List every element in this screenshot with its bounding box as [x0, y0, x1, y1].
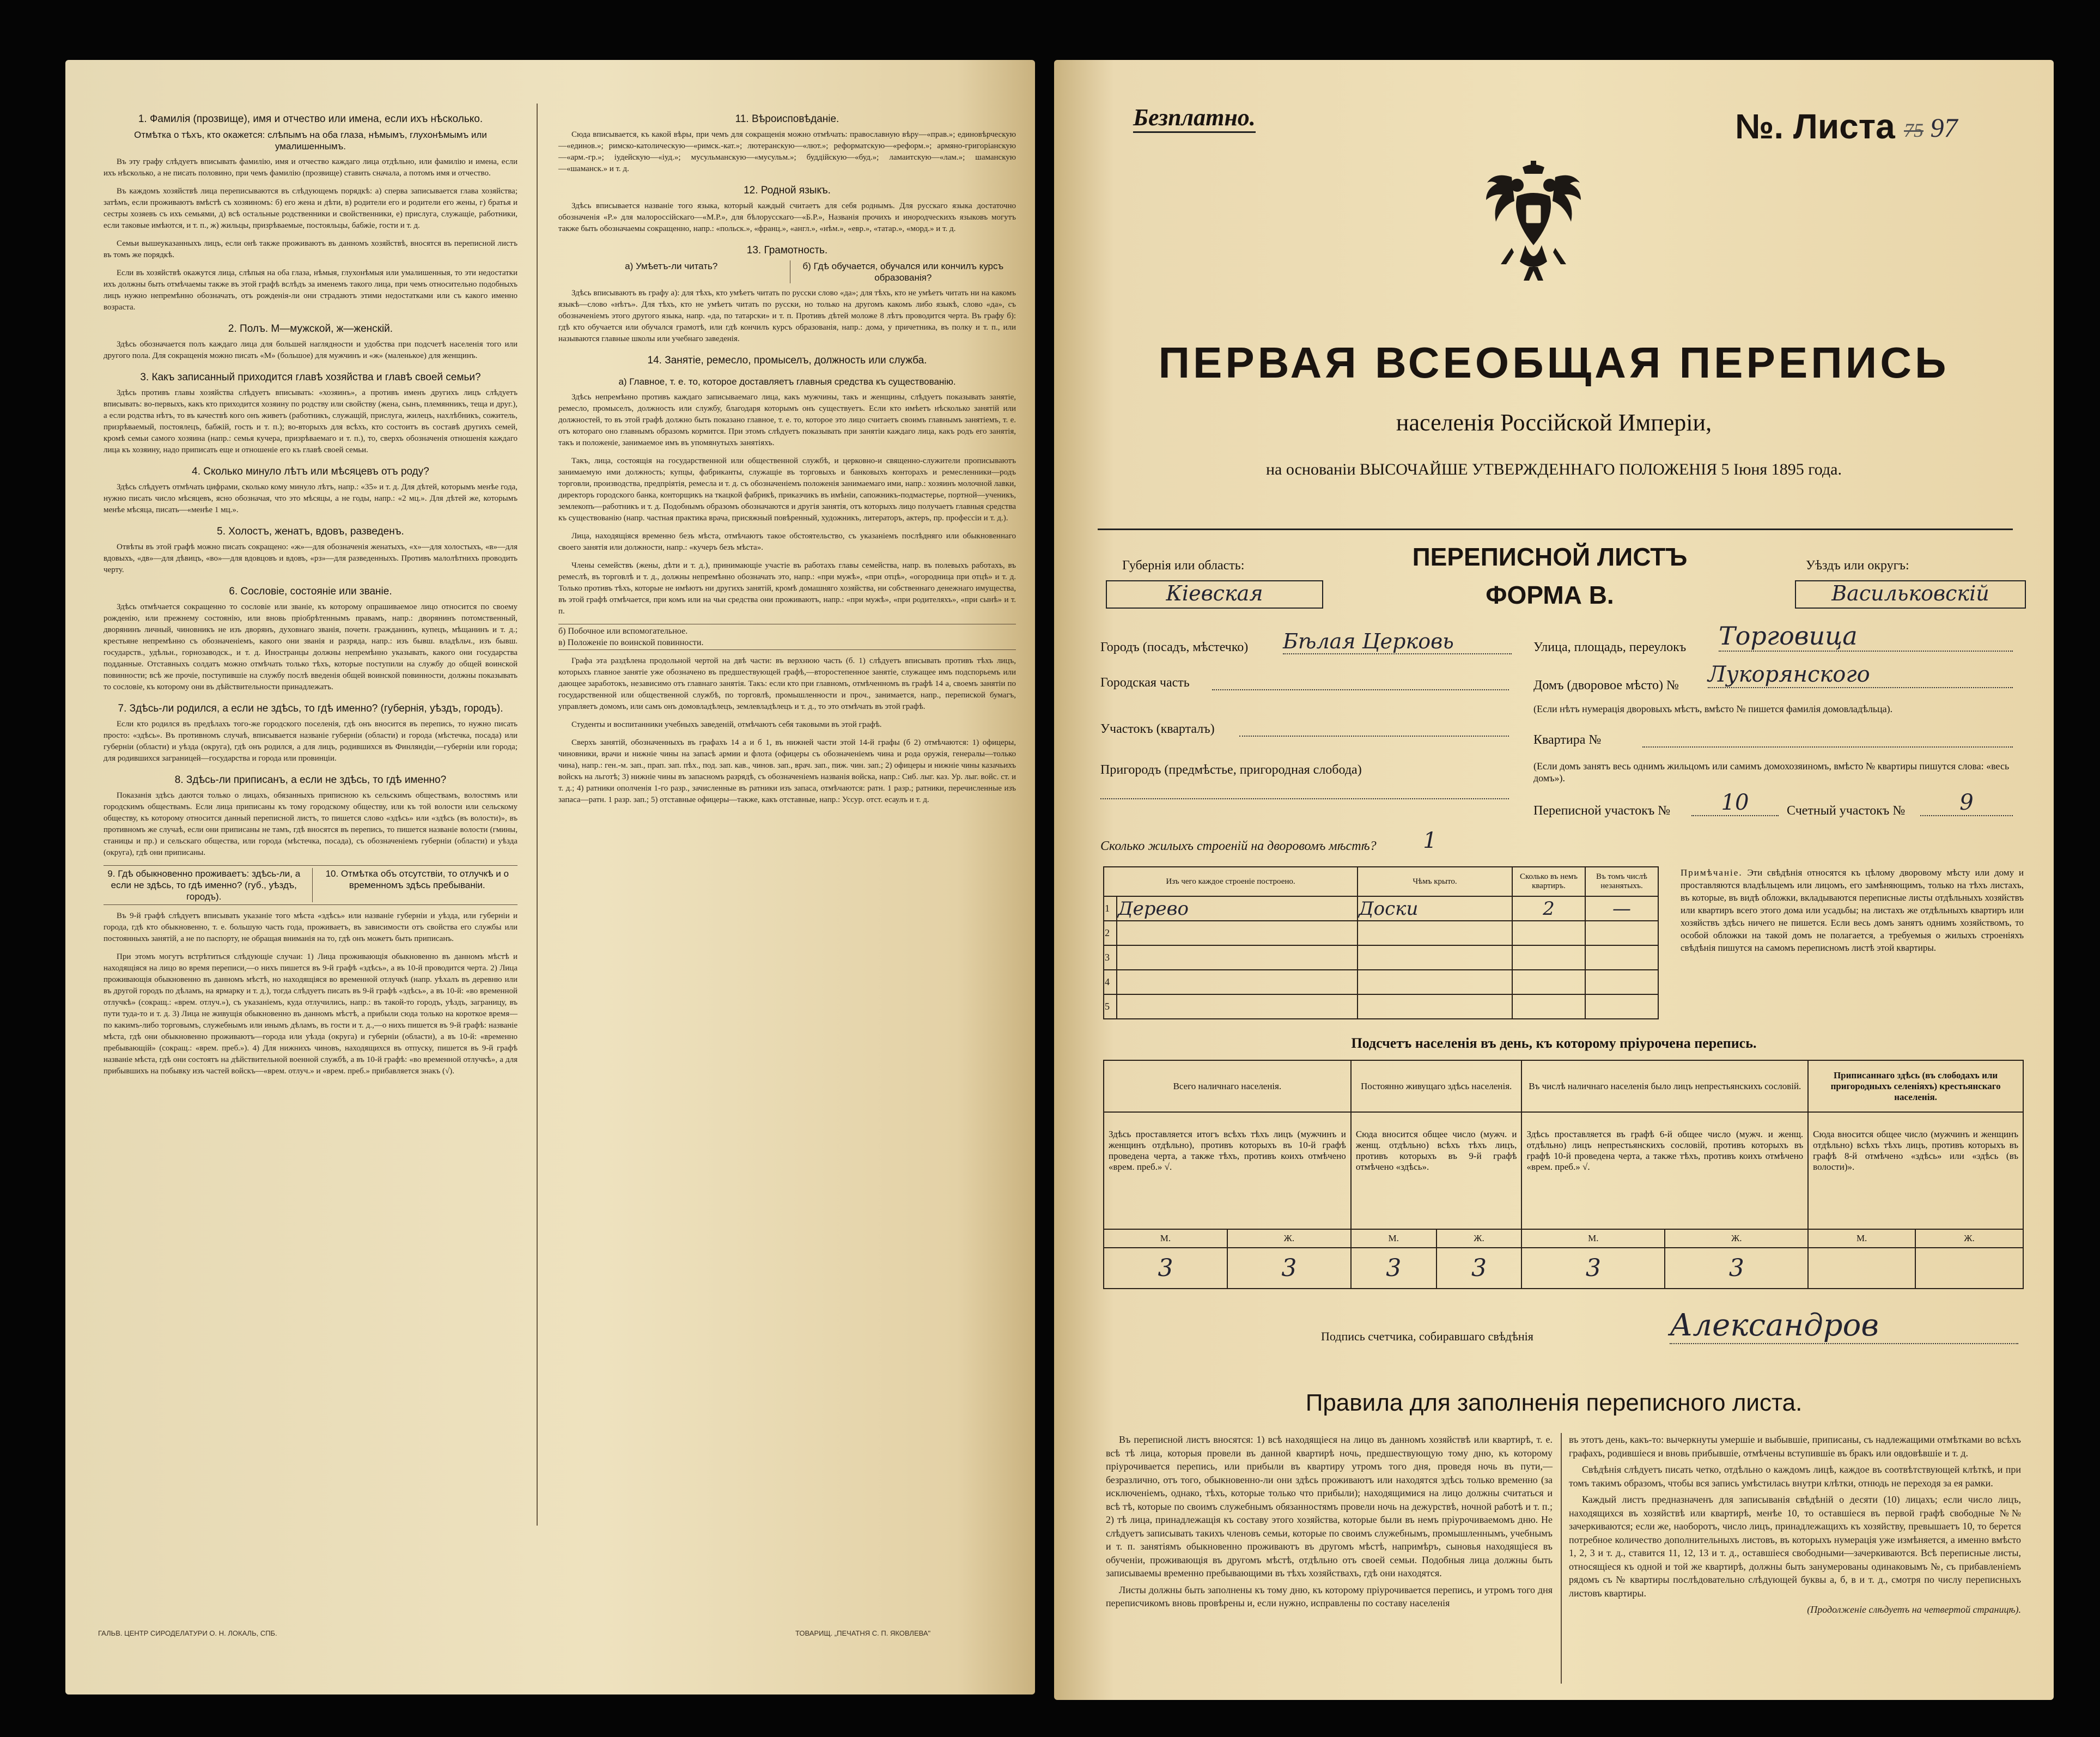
census-area-label: Переписной участокъ №: [1533, 804, 1671, 818]
section-heading: 1. Фамилія (прозвище), имя и отчество или имена, если ихъ нѣсколько.: [138, 113, 483, 125]
count-desc: Здѣсь проставляется итогъ всѣхъ тѣхъ лицъ (мужчинъ и женщинъ отдѣльно), противъ которыхъ въ 10-й графѣ проведена черта, а также тѣхъ, противъ коихъ отмѣчено «врем. преб.» √.: [1104, 1112, 1351, 1229]
count-value-cell[interactable]: 3: [1521, 1248, 1665, 1289]
section-subheading: б) Побочное или вспомогательное.: [558, 627, 688, 636]
section-subheading: а) Главное, т. е. то, которое доставляетъ главныя средства къ существованію.: [618, 376, 956, 387]
section-14b-header: [558, 624, 1016, 650]
count-title: Подсчетъ населенія въ день, къ которому пріурочена перепись.: [1351, 1035, 1757, 1051]
count-area-label: Счетный участокъ №: [1787, 804, 1906, 818]
sheet-number-value: [1904, 112, 1958, 143]
buildings-table: [1103, 866, 1659, 1019]
uezd-field[interactable]: Васильковскій: [1795, 580, 2026, 609]
literacy-subheadings: [558, 260, 1016, 283]
flats-cell[interactable]: 2: [1512, 896, 1585, 921]
row-number: 2: [1104, 921, 1117, 945]
section-note: Отмѣтка о тѣхъ, кто окажется: слѣпымъ на оба глаза, нѣмымъ, глухонѣмымъ или умалишеннымъ.: [134, 130, 487, 151]
paragraph: Въ 9-й графѣ слѣдуетъ вписывать указаніе того мѣста «здѣсь» или названіе губерніи и уѣзда, или губерніи и города, гдѣ кто обыкновенно, т. е. большую часть года, проживаетъ, въ зависимости отъ свойства его службы или постоянныхъ занятій, а не по паспорту, не обращая вниманія на то, гдѣ онъ можетъ быть приписанъ.: [104, 912, 518, 943]
rules-column-1: [1106, 1433, 1553, 1613]
main-title: ПЕРВАЯ ВСЕОБЩАЯ ПЕРЕПИСЬ: [1158, 338, 1950, 387]
material-cell[interactable]: [1117, 970, 1358, 994]
paragraph: Если въ хозяйствѣ окажутся лица, слѣпыя на оба глаза, нѣмыя, глухонѣмыя или умалишенныя, то эти недостатки ихъ должны быть отмѣчаемы также въ этой графѣ вслѣдъ за именемъ такого лица, при чемъ относительно подобныхъ лицъ нужно непремѣнно обозначать, отъ рожденія-ли они страдаютъ этими недостатками или съ какого именно возраста.: [104, 269, 518, 312]
table-row: [1104, 896, 1658, 921]
buildings-col-material: Изъ чего каждое строеніе построено.: [1104, 867, 1358, 896]
vacant-cell[interactable]: [1585, 921, 1658, 945]
paragraph: въ этотъ день, какъ-то: вычеркнуты умершіе и выбывшіе, приписаны, съ надлежащими отмѣтками во всѣхъ графахъ, родившіеся и вновь прибывшіе, отмѣчены вступившіе въ бракъ или овдовѣвшіе и т. д.: [1569, 1434, 2021, 1459]
vacant-cell[interactable]: [1585, 994, 1658, 1019]
signature-label: Подпись счетчика, собиравшаго свѣдѣнія: [1321, 1329, 1533, 1343]
paragraph: Семьи вышеуказанныхъ лицъ, если онѣ также проживаютъ въ данномъ хозяйствѣ, вносятся въ переписной листъ въ томъ же порядкѣ.: [104, 239, 518, 259]
row-number: 1: [1104, 896, 1117, 921]
city-field[interactable]: Бѣлая Церковь: [1283, 629, 1512, 654]
female-header: Ж.: [1915, 1229, 2023, 1248]
male-header: М.: [1808, 1229, 1915, 1248]
count-col-present: Всего наличнаго населенія.: [1104, 1060, 1351, 1112]
section-subheading: б) Гдѣ обучается, обучался или кончилъ курсъ образованія?: [790, 260, 1016, 283]
uezd-label: Уѣздъ или округъ:: [1806, 558, 1909, 573]
note-label: Примѣчаніе.: [1681, 867, 1743, 878]
paragraph: Каждый листъ предназначенъ для записыванія свѣдѣній о десяти (10) лицахъ; если число лицъ, находящихся въ хозяйствѣ или квартирѣ, менѣе 10, то оставшіеся въ первой графѣ свободные №№ зачеркиваются; если же, наоборотъ, число лицъ, принадлежащихъ къ хозяйству, превышаетъ 10, то берется потребное количество дополнительныхъ листовъ, въ которыхъ нумерація уже измѣняется, а именно вмѣсто 1, 2, 3 и т. д., ставится 11, 12, 13 и т. д., оставшіеся свободными—зачеркиваются. Всѣ переписные листы, относящіеся къ одной и той же квартирѣ, должны быть занумерованы одинаковымъ №, съ прибавленіемъ рядомъ съ № квартиры послѣдовательно слѣдующей буквы а, б, в и т. д., смотря по числу переписныхъ листовъ квартиры.: [1569, 1494, 2021, 1599]
section-heading: 4. Сколько минуло лѣтъ или мѣсяцевъ отъ роду?: [192, 466, 429, 477]
buildings-col-roof: Чѣмъ крыто.: [1358, 867, 1512, 896]
row-number: 3: [1104, 945, 1117, 970]
table-row: [1104, 921, 1658, 945]
female-header: Ж.: [1436, 1229, 1522, 1248]
buildings-col-flats: Сколько въ немъ квартиръ.: [1512, 867, 1585, 896]
male-header: М.: [1521, 1229, 1665, 1248]
paragraph: Свѣдѣнія слѣдуетъ писать четко, отдѣльно о каждомъ лицѣ, каждое въ соотвѣтствующей клѣткѣ, и при томъ такимъ образомъ, чтобы вся запись умѣстилась внутри клѣтки, отнюдь не переходя за ея рамки.: [1569, 1464, 2021, 1489]
city-part-label: Городская часть: [1100, 676, 1190, 690]
rules-divider: [1561, 1433, 1562, 1684]
subtitle: населенія Россійской Имперіи,: [1396, 409, 1712, 436]
male-header: М.: [1351, 1229, 1436, 1248]
instructions-column-2: [558, 104, 1016, 1498]
count-value-cell[interactable]: 3: [1104, 1248, 1227, 1289]
form-title: ПЕРЕПИСНОЙ ЛИСТЪ: [1412, 543, 1688, 571]
printer-imprint-right: ТОВАРИЩ. „ПЕЧАТНЯ С. П. ЯКОВЛЕВА": [795, 1629, 931, 1637]
apt-note: (Если домъ занятъ весь однимъ жильцомъ или самимъ домохозяиномъ, вмѣсто № квартиры пишутся слова: «весь домъ»).: [1533, 761, 2010, 784]
count-col-permanent: Постоянно живущаго здѣсь населенія.: [1351, 1060, 1522, 1112]
right-page: [1054, 60, 2054, 1700]
row-number: 4: [1104, 970, 1117, 994]
vacant-cell[interactable]: [1585, 945, 1658, 970]
roof-cell[interactable]: [1358, 970, 1512, 994]
continued-note: (Продолженіе слѣдуетъ на четвертой страницѣ).: [1807, 1604, 2021, 1615]
section-heading: 7. Здѣсь-ли родился, а если не здѣсь, то гдѣ именно? (губернія, уѣздъ, городъ).: [118, 703, 503, 714]
census-area-field[interactable]: 10: [1691, 790, 1779, 816]
sheet-number-struck: 75: [1904, 119, 1924, 141]
house-field[interactable]: Лукорянского: [1708, 662, 2013, 688]
vacant-cell[interactable]: —: [1585, 896, 1658, 921]
section-heading: 8. Здѣсь-ли приписанъ, а если не здѣсь, то гдѣ именно?: [174, 774, 447, 786]
flats-cell[interactable]: [1512, 921, 1585, 945]
buildings-label: Сколько жилыхъ строеній на дворовомъ мѣстѣ?: [1100, 839, 1377, 853]
street-field[interactable]: Торговица: [1719, 621, 2013, 652]
sheet-number-label: №. Листа: [1735, 107, 1895, 146]
buildings-col-vacant: Въ томъ числѣ незанятыхъ.: [1585, 867, 1658, 896]
material-cell[interactable]: [1117, 994, 1358, 1019]
paragraph: Отвѣты въ этой графѣ можно писать сокращено: «ж»—для обозначенія женатыхъ, «х»—для холостыхъ, «в»—для вдовыхъ, «дв»—для дѣвицъ, «во»—для вдовцовъ и вдовъ, «рз»—для разведенныхъ. Противъ малолѣтнихъ проводить черту.: [104, 543, 518, 574]
section-heading: 6. Сословіе, состояніе или званіе.: [229, 586, 392, 597]
uchastok-label: Участокъ (кварталъ): [1100, 722, 1215, 736]
house-label: Домъ (дворовое мѣсто) №: [1533, 678, 1679, 693]
roof-cell[interactable]: [1358, 994, 1512, 1019]
count-desc: Сюда вносится общее число (мужч. и женщ. отдѣльно) всѣхъ тѣхъ лицъ, противъ которыхъ въ 9-й графѣ отмѣчено «здѣсь».: [1351, 1112, 1522, 1229]
female-header: Ж.: [1665, 1229, 1808, 1248]
paragraph: Здѣсь противъ главы хозяйства слѣдуетъ вписывать: «хозяинъ», а противъ именъ другихъ лицъ слѣдуетъ вписывать: во-первыхъ, какъ кто приходится хозяину по родству или свойству (жена, сынъ, племянникъ, теща и друг.), а если родства нѣтъ, то въ качествѣ кого онъ живетъ (работникъ, служащій, прислуга, жилецъ, нахлѣбникъ, сожитель, призрѣваемый, постоялецъ, бабжій, гость и т. п.); во-вторыхъ для всѣхъ, кто состоитъ въ составѣ другихъ семей, кромѣ семьи самого хозяина (напр.: семья кучера, призрѣваемаго и т. п.), то, сверхъ обозначенія отношенія каждаго лица къ хозяину, надо приписать еще и отношеніе его къ главѣ своей семьи.: [104, 388, 518, 454]
paragraph: Листы должны быть заполнены къ тому дню, къ которому пріурочивается перепись, и утромъ того дня переписчикомъ вновь провѣрены и, если нужно, исправлены по составу населенія: [1106, 1584, 1553, 1608]
rules-title: Правила для заполненія переписного листа.: [1305, 1389, 1803, 1416]
paragraph: Показанія здѣсь даются только о лицахъ, обязанныхъ приписною къ сельскимъ обществамъ, волостямъ или городскимъ обществамъ. Если лица приписаны къ тому городскому обществу, или къ той волости или сельскому обществу, къ которому относится данный переписной листъ, то пишется слово «здѣсь» или «здѣсь (въ волости)», въ противномъ же случаѣ, если они приписаны не тамъ, гдѣ вносятся въ перепись, то пишется названіе волости (гмины, станицы и пр.) и сельскаго общества, или города (мѣстечка, посада), съ обозначеніемъ губерніи (области) и уѣзда (округа), гдѣ они приписаны.: [104, 791, 518, 857]
row-number: 5: [1104, 994, 1117, 1019]
apt-field[interactable]: [1642, 746, 2013, 748]
section-heading: 10. Отмѣтка объ отсутствіи, то отлучкѣ и о временномъ здѣсь пребываніи.: [312, 868, 518, 902]
count-table-values-row: [1104, 1248, 2023, 1289]
paragraph: Графа эта раздѣлена продольной чертой на двѣ части: въ верхнюю часть (б. 1) слѣдуетъ вписывать противъ тѣхъ лицъ, которыхъ главное занятіе уже обозначено въ предшествующей графѣ,—второстепенное занятіе, служащее имъ подспорьемъ или дающее заработокъ, независимо отъ главнаго занятія. Такъ: если кто при главномъ, отмѣченномъ въ графѣ 14 а, своемъ занятіи по государственной или общественной службѣ, по торговлѣ, промышленности и проч., занимается, напр., перепиской бумагъ, управляетъ домомъ, или самъ онъ домовладѣлецъ, землевладѣлецъ и т. д., то это отмѣчать въ этой графѣ.: [558, 657, 1016, 711]
paragraph: Здѣсь слѣдуетъ отмѣчать цифрами, сколько кому минуло лѣтъ, напр.: «35» и т. д. Для дѣтей, которымъ менѣе года, нужно писать число мѣсяцевъ, ясно обозначая, что это мѣсяцы, а не годы, напр.: «2 мц.». Для дѣтей же, которымъ менѣе мѣсяца, писать—«менѣе 1 мц.».: [104, 483, 518, 514]
paragraph: Въ эту графу слѣдуетъ вписывать фамилію, имя и отчество каждаго лица отдѣльно, или фамилію и имена, если ихъ нѣсколько, а не писать половино, при чемъ фамилію (прозвище) ставить сначала, а потомъ имя и отчество.: [104, 157, 518, 178]
table-row: [1104, 945, 1658, 970]
count-area-field[interactable]: 9: [1920, 790, 2013, 816]
prigorod-field[interactable]: [1100, 798, 1509, 799]
note-text: Эти свѣдѣнія относятся къ цѣлому дворовому мѣсту или дому и проставляются владѣльцемъ или лицомъ, его замѣняющимъ, только на тѣхъ листахъ, въ которые, въ видѣ обложки, вкладываются переписные листы отдѣльныхъ хозяйствъ или квартиръ всего этого дома или усадьбы; на листахъ же отдѣльныхъ квартиръ или хозяйствъ здѣсь ничего не пишется. Если весь домъ занятъ однимъ хозяйствомъ, то особой обложки на такой домъ не полагается, а требуемыя о жилыхъ строеніяхъ свѣдѣнія пишутся на самомъ переписномъ листѣ этой квартиры.: [1681, 867, 2024, 953]
instructions-column-1: [104, 104, 518, 1487]
paragraph: Здѣсь вписывается названіе того языка, который каждый считаетъ для себя роднымъ. Для русскаго языка достаточно обозначенія «Р.» для малороссійскаго—«М.Р.», для бѣлорусскаго—«Б.Р.», Названія прочихъ и инородческихъ языковъ могутъ также быть обозначаемы сокращенно, напр.: «польск.», «франц.», «англ.», «нѣм.», «евр.», «татар.», «морд.» и т. д.: [558, 202, 1016, 233]
paragraph: Члены семействъ (жены, дѣти и т. д.), принимающіе участіе въ работахъ главы семейства, напр. въ полевыхъ работахъ, въ ремеслѣ, въ торговлѣ и т. д., должны непремѣнно обозначать это, напр.: «при мужѣ», «при отцѣ», «огородница при отцѣ» и т. д. Только противъ тѣхъ, которые не имѣютъ ни другихъ занятій, кромѣ домашняго хозяйства, ни собственнаго денежнаго имущества, въ этой графѣ отмѣчается, при комъ или на чьи средства они проживаютъ, напр.: «при мужѣ», «при родителяхъ», «при сынѣ» и т. п.: [558, 561, 1016, 616]
section-heading: 9. Гдѣ обыкновенно проживаетъ: здѣсь-ли, а если не здѣсь, то гдѣ именно? (губ., уѣздъ, городъ).: [107, 868, 301, 902]
flats-cell[interactable]: [1512, 970, 1585, 994]
material-cell[interactable]: Дерево: [1117, 896, 1358, 921]
paragraph: Такъ, лица, состоящія на государственной или общественной службѣ, и церковно-и священно-служители прописываютъ занимаемую ими должность; купцы, фабриканты, служащіе въ торговыхъ и банковыхъ конторахъ и ремесленники—родъ торговли, производства, предпріятія, ремесла и т. д. съ обозначеніемъ положенія занимаемаго ими, напр.: хозяинъ молочной лавки, директоръ городского банка, конторщикъ на ткацкой фабрикѣ, приказчикъ въ имѣніи, сапожникъ-подмастерье, портной—ученикъ, землекопъ—работникъ и т. д. Подобнымъ образомъ обозначаются и другія занятія, отъ которыхъ лицо получаетъ главныя средства къ существованію (напр. частная практика врача, присяжный повѣренный, художникъ, литераторъ, актеръ, пр. профессіи и т. д.).: [558, 457, 1016, 523]
table-row: [1104, 970, 1658, 994]
population-count-table: [1103, 1060, 2024, 1289]
decree-basis: на основаніи ВЫСОЧАЙШЕ УТВЕРЖДЕННАГО ПОЛОЖЕНІЯ 5 Іюня 1895 года.: [1266, 460, 1842, 478]
count-col-nonpeasant: Въ числѣ наличнаго населенія было лицъ непрестьянскихъ сословій.: [1521, 1060, 1808, 1112]
roof-cell[interactable]: [1358, 945, 1512, 970]
paragraph: Сюда вписывается, къ какой вѣры, при чемъ для сокращенія можно отмѣчать: православную вѣру—«прав.»; единовѣрческую—«единов.»; римско-католическую—«римск.-кат.»; лютеранскую—«лют.»; реформатскую—«реформ.»; армяно-григоріанскую—«арм.-гр.»; іудейскую—«іуд.»; мусульманскую—«мусульм.»; буддійскую—«буд.»; ламаитскую—«лам.»; шаманскую—«шаманск.» и т. д.: [558, 130, 1016, 173]
count-value-cell[interactable]: 3: [1227, 1248, 1351, 1289]
form-name: ФОРМА В.: [1486, 581, 1614, 609]
count-value-cell[interactable]: 3: [1665, 1248, 1808, 1289]
buildings-table-header: [1104, 867, 1658, 896]
flats-cell[interactable]: [1512, 945, 1585, 970]
roof-cell[interactable]: Доски: [1358, 896, 1512, 921]
count-table-descriptions: [1104, 1112, 2023, 1229]
paragraph: При этомъ могутъ встрѣтиться слѣдующіе случаи: 1) Лица проживающія обыкновенно въ данномъ мѣстѣ и находящіяся на лицо во время переписи,—о нихъ пишется въ 9-й графѣ «здѣсь», а въ 10-й проводится черта. 2) Лица проживающія обыкновенно въ данномъ мѣстѣ, но находящіяся во временной отлучкѣ (напр. уѣхалъ въ деревню или въ другой городъ по дѣламъ, на ярмарку и т. д.), тогда слѣдуетъ писать въ 9-й графѣ «здѣсь», а въ 10-й: «во временной отлучкѣ» (сокращ.: «врем. отлуч.»), съ указаніемъ, куда отлучились, напр.: въ такой-то городъ, уѣздъ, заграницу, въ пути туда-то и т. д. 3) Лица не живущія обыкновенно въ данномъ мѣстѣ, а прибыли сюда только на короткое время—по какимъ-либо торговымъ, служебнымъ или инымъ дѣламъ, въ гости и т. д.,—о нихъ пишется въ 9-й графѣ: названіе мѣста, гдѣ они обыкновенно проживаютъ—города или уѣзда (округа) и губерніи (области), а въ 10-й: «временно пребывающій» (сокращ.: «врем. преб.»). 4) Для нижнихъ чиновъ, находящихся въ отпуску, пишется въ 9-й графѣ названіе мѣста, гдѣ они состоятъ на дѣйствительной военной службѣ, а въ 10-й графѣ: «во временной отлучкѣ», а для прибывшихъ на побывку изъ частей войскъ—«врем. отлуч.» и «врем. преб.» прибавляется знакъ (√).: [104, 952, 518, 1076]
section-heading: 13. Грамотность.: [746, 245, 828, 256]
double-headed-eagle-emblem-icon: [1479, 155, 1588, 286]
column-divider: [537, 104, 538, 1526]
section-subheading: а) Умѣетъ-ли читать?: [625, 261, 718, 271]
section-heading: 14. Занятіе, ремесло, промыселъ, должность или служба.: [647, 355, 927, 366]
material-cell[interactable]: [1117, 921, 1358, 945]
count-desc: Сюда вносится общее число (мужчинъ и женщинъ отдѣльно) всѣхъ тѣхъ лицъ, противъ которыхъ въ графѣ 8-й отмѣчено «здѣсь» или «здѣсь (въ волости)».: [1808, 1112, 2023, 1229]
count-value-cell[interactable]: [1808, 1248, 1915, 1289]
gubernia-label: Губернія или область:: [1122, 558, 1245, 573]
male-header: М.: [1104, 1229, 1227, 1248]
paragraph: Здѣсь непремѣнно противъ каждаго записываемаго лица, какъ мужчины, такъ и женщины, слѣдуетъ показывать занятіе, ремесло, промыселъ, должность или службу, благодаря которымъ онъ существуетъ. Если кто имѣетъ нѣсколько занятій или должностей, то въ этой графѣ должно быть показано главное, т. е. то, которое это лицо считаетъ своимъ главнымъ занятіемъ, т. е. отъ котораго оно главнымъ образомъ кормится. При этомъ слѣдуетъ показывать при занятіи каждаго лица, какъ родъ его занятія, такъ и положеніе, занимаемое имъ въ упомянутыхъ занятіяхъ.: [558, 393, 1016, 447]
count-col-peasant: Приписаннаго здѣсь (въ слободахъ или пригородныхъ селеніяхъ) крестьянскаго населенія.: [1808, 1060, 2023, 1112]
street-label: Улица, площадь, переулокъ: [1533, 640, 1687, 654]
table-row: [1104, 994, 1658, 1019]
count-value-cell[interactable]: 3: [1436, 1248, 1522, 1289]
house-note: (Если нѣтъ нумерація дворовыхъ мѣстъ, вмѣсто № пишется фамилія домовладѣльца).: [1533, 703, 1893, 714]
prigorod-label: Пригородъ (предмѣстье, пригородная слобода): [1100, 763, 1362, 777]
rules-column-2: [1569, 1433, 2021, 1620]
sheet-number-handwritten: 97: [1930, 112, 1958, 143]
section-heading: 5. Холостъ, женатъ, вдовъ, разведенъ.: [217, 526, 404, 537]
gubernia-field[interactable]: Кіевская: [1106, 580, 1323, 609]
vacant-cell[interactable]: [1585, 970, 1658, 994]
header-rule: [1098, 529, 2013, 530]
female-header: Ж.: [1227, 1229, 1351, 1248]
left-page: [65, 60, 1035, 1695]
flats-cell[interactable]: [1512, 994, 1585, 1019]
count-table-sex-row: [1104, 1229, 2023, 1248]
city-label: Городъ (посадъ, мѣстечко): [1100, 640, 1249, 654]
section-subheading: в) Положеніе по воинской повинности.: [558, 638, 704, 647]
count-value-cell[interactable]: [1915, 1248, 2023, 1289]
counter-signature[interactable]: Александров: [1670, 1308, 2018, 1344]
paragraph: Студенты и воспитанники учебныхъ заведеній, отмѣчаютъ себя таковыми въ этой графѣ.: [571, 720, 882, 729]
paragraph: Въ каждомъ хозяйствѣ лица переписываются въ слѣдующемъ порядкѣ: а) сперва записывается глава хозяйства; затѣмъ, если проживаютъ вмѣстѣ съ хозяиномъ: б) его жена и дѣти, в) родители его и родители его жены, г) братья и сестры хозяевъ съ ихъ семьями, д) всѣ остальные родственники и свойственники, е) прислуга, служащіе, работники, если таковые имѣются, и т. п., ж) жильцы, призрѣваемые, постояльцы, бабжіе, гости и т. д.: [104, 187, 518, 230]
paragraph: Если кто родился въ предѣлахъ того-же городского поселенія, гдѣ онъ вносится въ перепись, то нужно писать просто: «здѣсь». Въ противномъ случаѣ, вписывается названіе губерніи (области) и города (мѣстечка, посада) или губерніи (области) и уѣзда (округа), гдѣ онъ родился, а для лицъ, родившихся въ Финляндіи,—губерніи или города; для родившихся заграницей—государства и города или провинціи.: [104, 720, 518, 763]
count-table-header: [1104, 1060, 2023, 1112]
section-heading: 3. Какъ записанный приходится главѣ хозяйства и главѣ своей семьи?: [140, 372, 481, 383]
section-heading: 2. Полъ. М—мужской, ж—женскій.: [228, 323, 393, 335]
section-9-10-header: [104, 865, 518, 905]
count-desc: Здѣсь проставляется въ графѣ 6-й общее число (мужч. и женщ. отдѣльно) лицъ непрестьянскихъ сословій, противъ которыхъ въ графѣ 10-й проведена черта, а также тѣхъ, противъ коихъ отмѣчено «врем. преб.» √.: [1521, 1112, 1808, 1229]
section-heading: 12. Родной языкъ.: [744, 185, 831, 196]
paragraph: Здѣсь обозначается полъ каждаго лица для большей наглядности и удобства при подсчетѣ населенія того или другого пола. Для сокращенія можно писать «М» (большое) для мужчинъ и «ж» (маленькое) для женщинъ.: [104, 340, 518, 360]
material-cell[interactable]: [1117, 945, 1358, 970]
paragraph: Здѣсь вписываютъ въ графу а): для тѣхъ, кто умѣетъ читать по русски слово «да»; для тѣхъ, кто не умѣетъ читать ни на какомъ языкѣ—слово «нѣтъ». Для тѣхъ, кто не умѣетъ читать по русски, но только на другомъ какомъ либо языкѣ, слово «да», съ обозначеніемъ этого другого языка, напр. «да, по татарски» и т. п. Противъ дѣтей моложе 8 лѣтъ проводится черта. Въ графу б): гдѣ кто обучается или обучался грамотѣ, или гдѣ кончилъ курсъ образованія, напр.: дома, у причетника, въ полку и т. п., или называются главные школы или учебнаго заведенія.: [558, 289, 1016, 343]
paragraph: Сверхъ занятій, обозначенныхъ въ графахъ 14 а и б 1, въ нижней части этой 14-й графы (б 2) отмѣчаются: 1) офицеры, чиновники, врачи и нижніе чины на запасѣ армии и флота (офицеры съ обозначеніемъ чина и рода оружія, генералы—только чина), напр.: ген.-м. зап., прап. зап. пѣх., под. зап. кав., чинов. зап., врач. зап., пиж. чин. зап.; 2) офицеры и нижніе чины казачьихъ войскъ на льготѣ; 3) нижніе чины въ запасномъ разрядѣ, съ обозначеніемъ названія войска, напр.: Сиб. лыг. каз. Ур. лыг. войс. ст. и т. д.; 4) ратники ополченія 1-го разр., зачисленные въ ратники изъ запаса, отмѣчаются: ратн. 1 разр.; ратники, перечисленные изъ запаса—ратн. 1 разр. зап.; 5) отставные офицеры—также, какъ отставные, напр.: Уссур. отст. есаулъ и т. д.: [558, 738, 1016, 804]
buildings-field[interactable]: 1: [1423, 828, 1437, 853]
paragraph: Здѣсь отмѣчается сокращенно то сословіе или званіе, къ которому опрашиваемое лицо относится по своему рожденію, или прежнему состоянію, или вновь пріобрѣтеннымъ правамъ, напр.: дворянинъ потомственный, дворянинъ личный, чиновникъ не изъ дворянъ, духовнаго званія, почетн. гражданинъ, купецъ, мѣщанинъ и т. д.; крестьяне непремѣнно съ обозначеніемъ, какого они званія и разряда, напр.: изъ бывш. владѣльч., изъ бывш. государств., удѣльн., горнозаводск., и т. д. Иностранцы должны непремѣнно указывать, какого они государства подданные. Отставныхъ солдатъ можно отмѣчать только тѣхъ, которые поступили на службу до общей воинской повинности; всѣ же прочіе, поступившіе на службу послѣ введенія общей воинской повинности, должны показывать то сословіе, къ которому они въ дѣйствительности принадлежатъ.: [104, 603, 518, 691]
section-heading: 11. Вѣроисповѣданіе.: [735, 113, 839, 125]
printer-imprint-left: ГАЛЬВ. ЦЕНТР СИРОДЕЛАТУРИ О. Н. ЛОКАЛЬ, СПБ.: [98, 1629, 277, 1637]
count-value-cell[interactable]: 3: [1351, 1248, 1436, 1289]
paragraph: Лица, находящіяся временно безъ мѣста, отмѣчаютъ такое обстоятельство, съ указаніемъ послѣдняго или обыкновеннаго своего занятія или должности, напр.: «кучеръ безъ мѣста».: [558, 532, 1016, 552]
apt-label: Квартира №: [1533, 733, 1602, 747]
city-part-field[interactable]: [1212, 689, 1509, 690]
paragraph: Въ переписной листъ вносятся: 1) всѣ находящіеся на лицо въ данномъ хозяйствѣ или квартирѣ, т. е. всѣ тѣ лица, которыя провели въ данной квартирѣ ночь, предшествующую тому дню, къ которому пріурочивается перепись, или прибыли въ квартиру утромъ того дня, проведя ночь въ пути,—безразлично, отъ того, обыкновенно-ли они здѣсь проживаютъ или находятся здѣсь только временно (за исключеніемъ, однако, тѣхъ, которые только что прибыли); находящимися на лицо должны считаться и всѣ тѣ, которые по своимъ служебнымъ обязанностямъ провели ночь на дежурствѣ, ночной работѣ и т. п.; 2) тѣ лица, принадлежащія къ составу этого хозяйства, которые были въ немъ пріурочиваемомъ дню. Не слѣдуетъ записывать такихъ членовъ семьи, которые по своимъ служебнымъ, промышленнымъ, учебнымъ и т. п. занятіямъ обыкновенно проживаютъ въ другомъ мѣстѣ, напримѣръ, сыновья находящіеся въ обученіи, проживающія въ другомъ мѣстѣ, отдѣльно отъ своей семьи. Подобныя лица должны быть записываемы временно пребывающими въ тѣхъ хозяйствахъ, гдѣ они находятся.: [1106, 1434, 1553, 1578]
buildings-note: [1681, 866, 2024, 954]
roof-cell[interactable]: [1358, 921, 1512, 945]
uchastok-field[interactable]: [1239, 736, 1509, 737]
free-label: Безплатно.: [1133, 104, 1256, 133]
